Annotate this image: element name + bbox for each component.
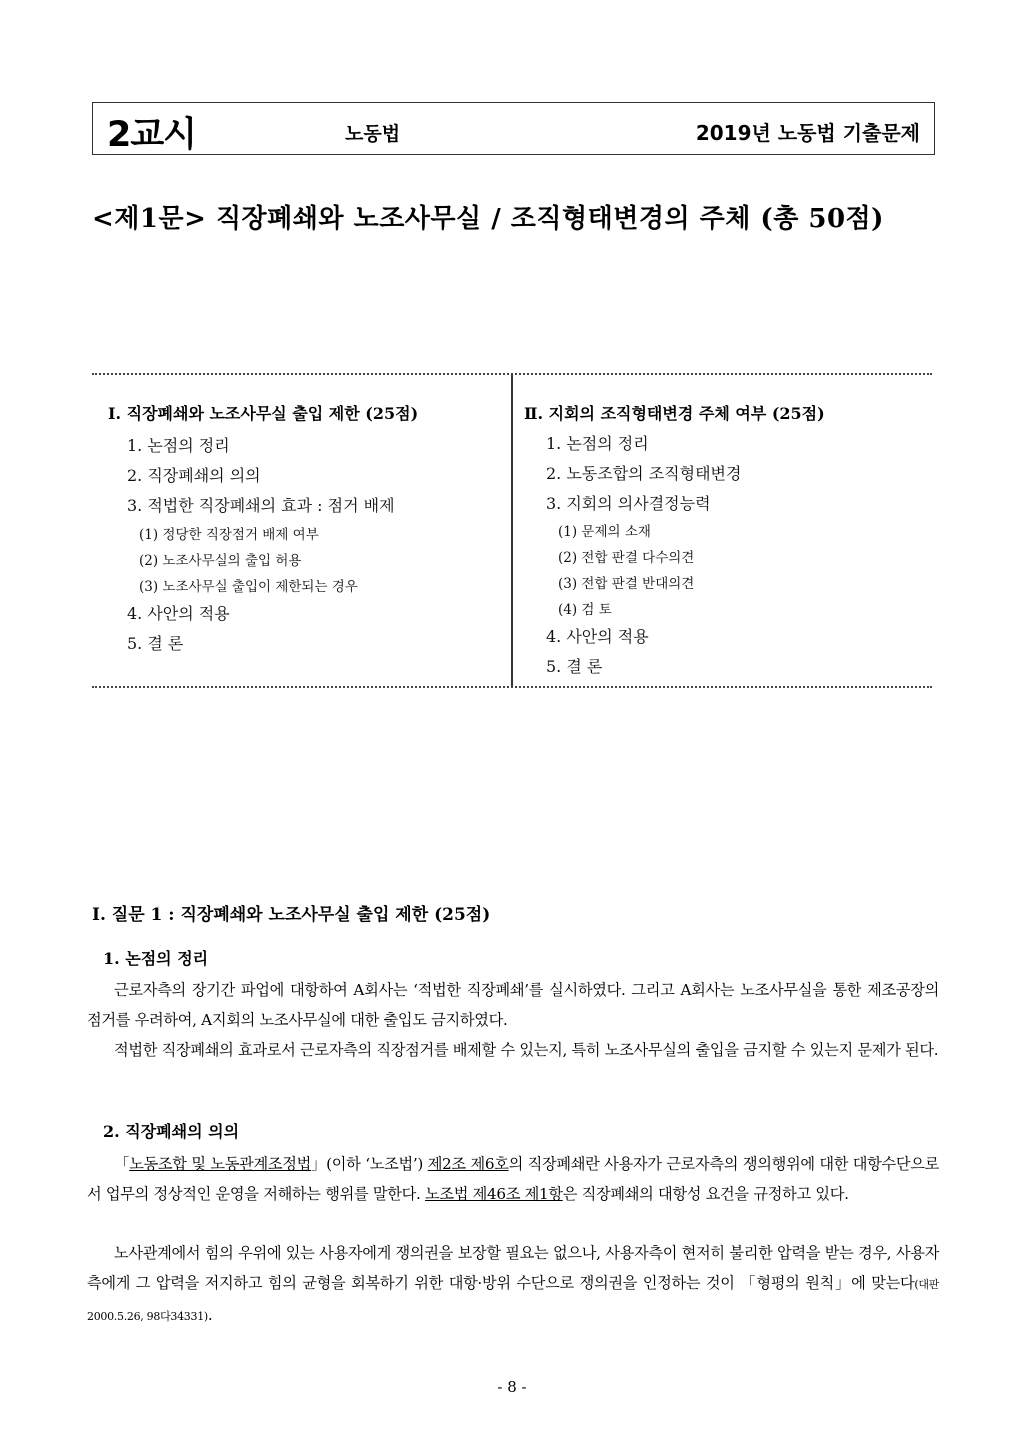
paragraph-text: 근로자측의 장기간 파업에 대항하여 A회사는 ‘적법한 직장폐쇄’를 실시하였다. 그리고 A회사는 노조사무실을 통한 제조공장의 점거를 우려하여, A지회의 노조사무실에 대한 출입도 금지하였다. [87, 981, 939, 1029]
outline-sub-item: (1) 문제의 소재 [558, 524, 651, 540]
outline-left-heading: Ⅰ. 직장폐쇄와 노조사무실 출입 제한 (25점) [108, 404, 419, 423]
outline-item: 4. 사안의 적용 [127, 604, 230, 623]
paragraph [87, 975, 939, 1035]
outline-right-heading: Ⅱ. 지회의 조직형태변경 주체 여부 (25점) [524, 404, 825, 423]
session-label: 2교시 [107, 115, 196, 155]
answer-outline [92, 373, 932, 688]
case-citation: (대판 2000.5.26, 98다34331) [87, 1278, 939, 1323]
outline-sub-item: (2) 노조사무실의 출입 허용 [139, 553, 302, 569]
outline-item: 3. 지회의 의사결정능력 [546, 494, 711, 513]
outline-item: 1. 논점의 정리 [546, 434, 649, 453]
outline-sub-item: (2) 전합 판결 다수의견 [558, 550, 695, 566]
exam-header [92, 102, 935, 155]
outline-item: 4. 사안의 적용 [546, 627, 649, 646]
law-name: 노동조합 및 노동관계조정법 [129, 1155, 311, 1173]
paragraph-text: 적법한 직장폐쇄의 효과로서 근로자측의 직장점거를 배제할 수 있는지, 특히 노조사무실의 출입을 금지할 수 있는지 문제가 된다. [114, 1041, 939, 1059]
page-number: - 8 - [497, 1378, 527, 1396]
outline-item: 5. 결 론 [127, 634, 184, 653]
subject-label: 노동법 [345, 123, 401, 145]
outline-item: 3. 적법한 직장폐쇄의 효과 : 점거 배제 [127, 496, 395, 515]
paragraph: 「노동조합 및 노동관계조정법」(이하 ‘노조법’) 제2조 제6호의 직장폐쇄란 사용자가 근로자측의 쟁의행위에 대한 대항수단으로서 업무의 정상적인 운영을 저해하는 행위를 말한다. 노조법 제46조 제1항은 직장폐쇄의 대항성 요건을 규정하고 있다. [87, 1155, 940, 1203]
subsection-heading-issues: 1. 논점의 정리 [103, 949, 209, 968]
outline-sub-item: (3) 노조사무실 출입이 제한되는 경우 [139, 579, 358, 595]
article-reference: 노조법 제46조 제1항 [425, 1185, 563, 1203]
subsection-heading-lockout: 2. 직장폐쇄의 의의 [103, 1122, 240, 1141]
outline-item: 5. 결 론 [546, 657, 603, 676]
exam-title: 2019년 노동법 기출문제 [695, 121, 920, 145]
outline-bottom-rule [92, 686, 932, 688]
paragraph: 노사관계에서 힘의 우위에 있는 사용자에게 쟁의권을 보장할 필요는 없으나, 사용자측이 현저히 불리한 압력을 받는 경우, 사용자측에게 그 압력을 저지하고 힘의 균형을 회복하기 위한 대항·방위 수단으로 쟁의권을 인정하는 것이 「형평의 원칙」에 맞는다(대판 2000.5.26, 98다34331). [87, 1244, 939, 1324]
outline-item: 2. 직장폐쇄의 의의 [127, 466, 261, 485]
outline-sub-item: (3) 전합 판결 반대의견 [558, 576, 695, 592]
paragraph [87, 1035, 939, 1065]
question-title: <제1문> 직장폐쇄와 노조사무실 / 조직형태변경의 주체 (총 50점) [92, 204, 884, 234]
outline-sub-item: (4) 검 토 [558, 602, 612, 618]
outline-item: 2. 노동조합의 조직형태변경 [546, 464, 742, 483]
section-heading: Ⅰ. 질문 1 : 직장폐쇄와 노조사무실 출입 제한 (25점) [92, 905, 491, 925]
outline-sub-item: (1) 정당한 직장점거 배제 여부 [139, 527, 319, 543]
outline-item: 1. 논점의 정리 [127, 436, 230, 455]
outline-column-divider [511, 375, 513, 686]
article-reference: 제2조 제6호 [427, 1155, 509, 1173]
